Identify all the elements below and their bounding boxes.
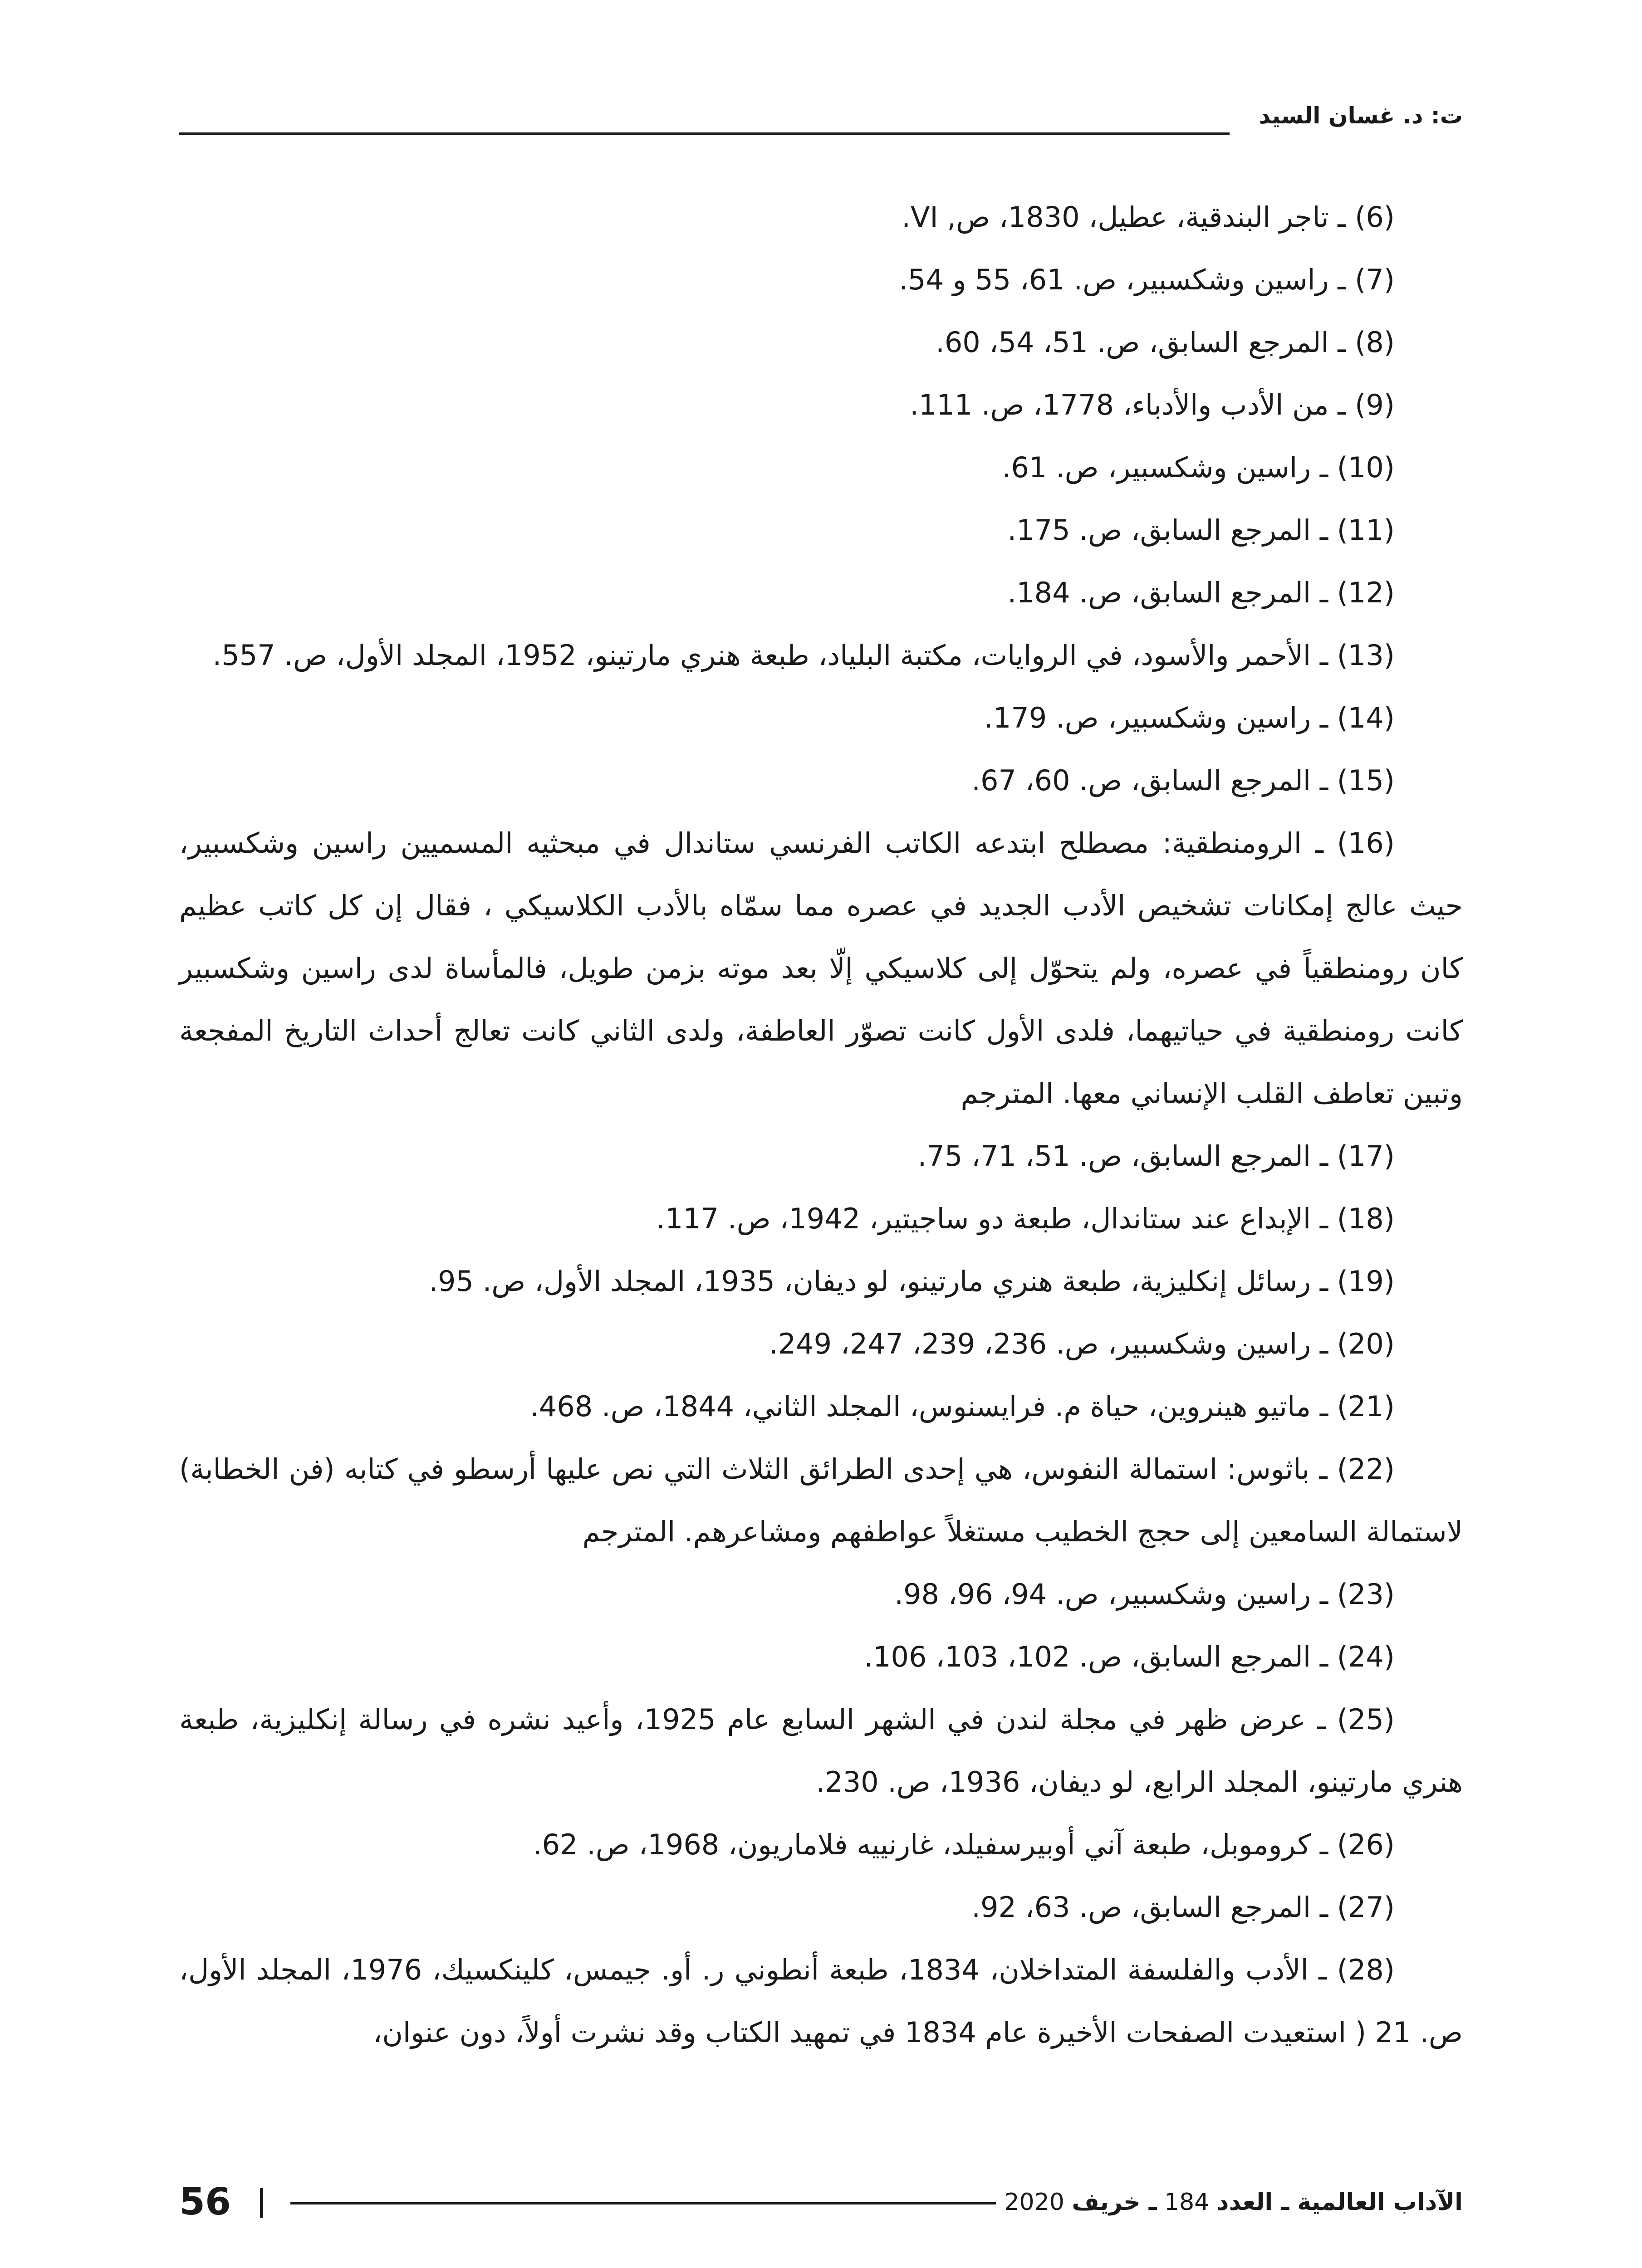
- journal-title: الآداب العالمية ـ العدد: [1216, 2189, 1463, 2216]
- endnote: (13) ـ الأحمر والأسود، في الروايات، مكتبة البلياد، طبعة هنري مارتينو، 1952، المجلد الأول، ص. 557.: [212, 639, 1395, 672]
- issue-number: 184: [1164, 2189, 1210, 2216]
- endnote: (26) ـ كروموبل، طبعة آني أوبيرسفيلد، غارنييه فلاماريون، 1968، ص. 62.: [533, 1828, 1395, 1861]
- endnote: (18) ـ الإبداع عند ستاندال، طبعة دو ساجيتير، 1942، ص. 117.: [656, 1202, 1395, 1235]
- endnote: (16) ـ الرومنطقية: مصطلح ابتدعه الكاتب الفرنسي ستاندال في مبحثيه المسميين راسين وشكسبير، حيث عالج إمكانات تشخيص الأدب الجديد في عصره مما سمّاه بالأدب الكلاسيكي ، فقال إن كل كاتب عظيم كان رومنطقياً في عصره، ولم يتحوّل إلى كلاسيكي إلّا بعد موته بزمن طويل، فالمأساة لدى راسين وشكسبير كانت رومنطقية في حياتيهما، فلدى الأول كانت تصوّر العاطفة، ولدى الثاني كانت تعالج أحداث التاريخ المفجعة وتبين تعاطف القلب الإنساني معها. المترجم: [179, 826, 1463, 1110]
- endnote: (8) ـ المرجع السابق، ص. 51، 54، 60.: [936, 326, 1395, 359]
- endnote: (10) ـ راسين وشكسبير، ص. 61.: [1002, 451, 1395, 484]
- page-number: 56: [179, 2180, 231, 2224]
- page-footer: [179, 2180, 1463, 2225]
- endnote: (14) ـ راسين وشكسبير، ص. 179.: [984, 701, 1395, 734]
- endnote: (23) ـ راسين وشكسبير، ص. 94، 96، 98.: [894, 1578, 1395, 1611]
- season-label: ـ خريف: [1072, 2189, 1157, 2216]
- journal-info: [1004, 2180, 1463, 2225]
- publication-year: 2020: [1004, 2189, 1064, 2216]
- footer-rule: [290, 2202, 996, 2204]
- endnote: (28) ـ الأدب والفلسفة المتداخلان، 1834، طبعة أنطوني ر. أو. جيمس، كلينكسيك، 1976، المجلد الأول، ص. 21 ( استعيدت الصفحات الأخيرة عام 1834 في تمهيد الكتاب وقد نشرت أولاً، دون عنوان،: [179, 1953, 1463, 2049]
- endnote: (7) ـ راسين وشكسبير، ص. 61، 55 و 54.: [899, 263, 1395, 296]
- header-author: ت: د. غسان السيد: [1259, 103, 1463, 129]
- endnote: (27) ـ المرجع السابق، ص. 63، 92.: [971, 1891, 1395, 1924]
- endnote: (22) ـ باثوس: استمالة النفوس، هي إحدى الطرائق الثلاث التي نص عليها أرسطو في كتابه (فن الخطابة) لاستمالة السامعين إلى حجج الخطيب مستغلاً عواطفهم ومشاعرهم. المترجم: [179, 1452, 1463, 1548]
- running-header: [179, 103, 1463, 139]
- endnote: (11) ـ المرجع السابق، ص. 175.: [1007, 513, 1395, 547]
- endnote: (24) ـ المرجع السابق، ص. 102، 103، 106.: [864, 1640, 1395, 1673]
- endnote: (6) ـ تاجر البندقية، عطيل، 1830، ص, VI.: [902, 200, 1395, 234]
- endnote: (15) ـ المرجع السابق، ص. 60، 67.: [971, 764, 1395, 797]
- endnote: (9) ـ من الأدب والأدباء، 1778، ص. 111.: [910, 388, 1395, 421]
- endnote: (12) ـ المرجع السابق، ص. 184.: [1007, 576, 1395, 609]
- header-rule: [179, 132, 1230, 135]
- footer-separator-bar: [260, 2188, 263, 2218]
- endnote: (25) ـ عرض ظهر في مجلة لندن في الشهر السابع عام 1925، وأعيد نشره في رسالة إنكليزية، طبعة هنري مارتينو، المجلد الرابع، لو ديفان، 1936، ص. 230.: [179, 1703, 1463, 1799]
- endnote: (19) ـ رسائل إنكليزية، طبعة هنري مارتينو، لو ديفان، 1935، المجلد الأول، ص. 95.: [429, 1265, 1395, 1298]
- endnote: (20) ـ راسين وشكسبير، ص. 236، 239، 247، 249.: [769, 1327, 1395, 1360]
- endnotes-list: [179, 186, 1463, 2064]
- endnote: (17) ـ المرجع السابق، ص. 51، 71، 75.: [917, 1139, 1395, 1173]
- endnote: (21) ـ ماتيو هينروين، حياة م. فرايسنوس، المجلد الثاني، 1844، ص. 468.: [530, 1390, 1395, 1423]
